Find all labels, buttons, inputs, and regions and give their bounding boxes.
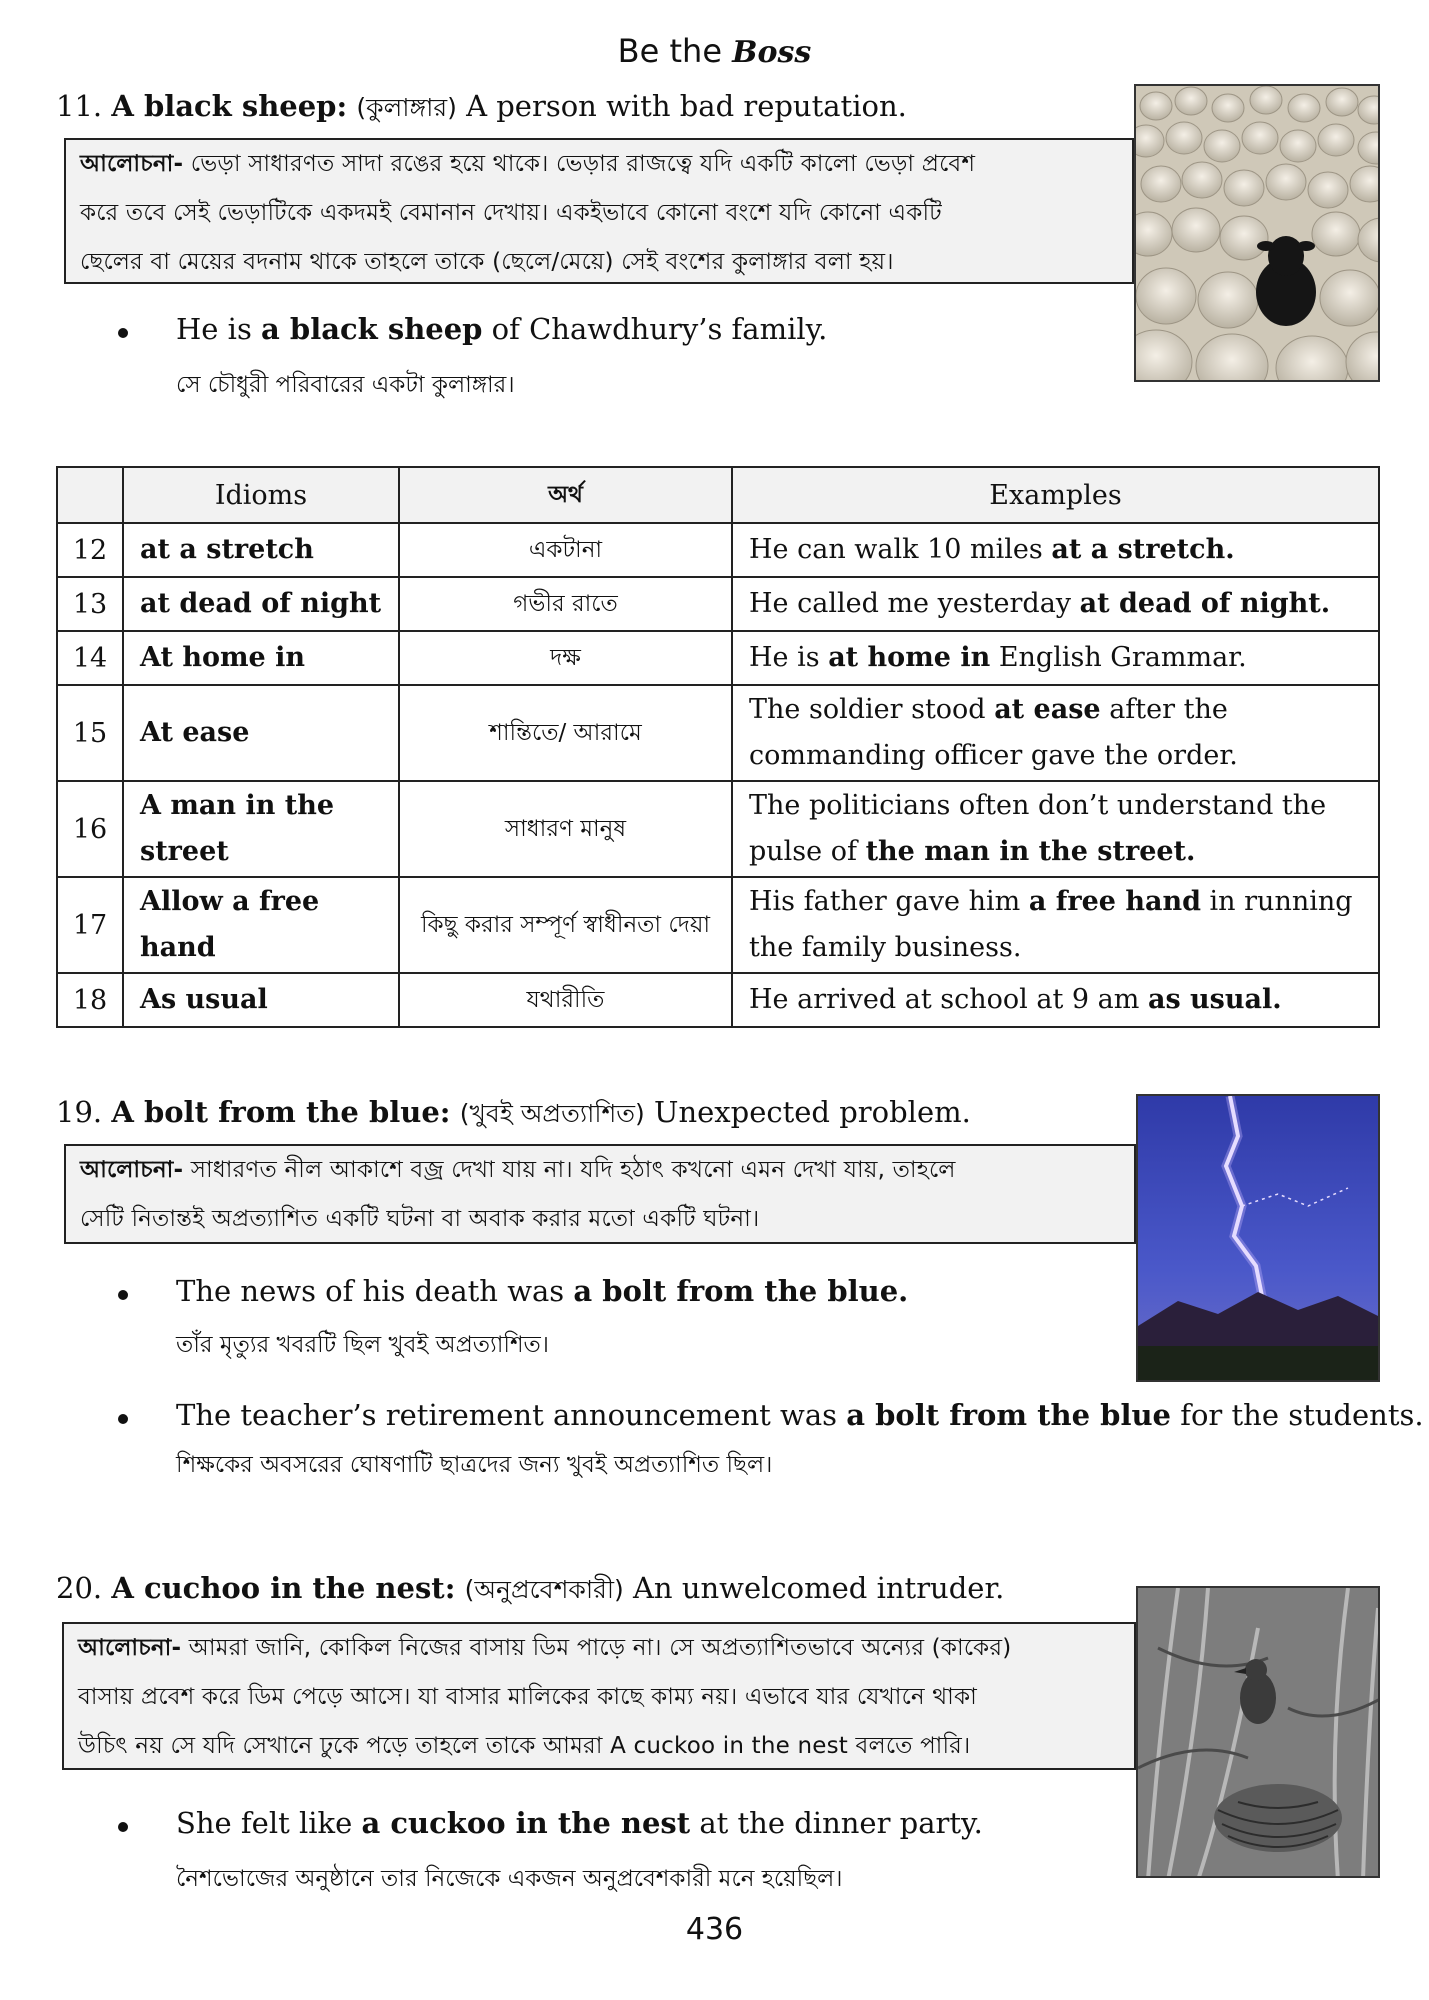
cuckoo-nest-photo	[1136, 1586, 1380, 1878]
table-row: 13 at dead of night গভীর রাতে He called me yesterday at dead of night.	[57, 577, 1379, 631]
section-20-example: She felt like a cuckoo in the nest at the dinner party.	[176, 1806, 983, 1840]
section-11-example-bangla: সে চৌধুরী পরিবারের একটা কুলাঙ্গার।	[176, 372, 515, 398]
table-row: 14 At home in দক্ষ He is at home in English Grammar.	[57, 631, 1379, 685]
section-19-alochona: আলোচনা- সাধারণত নীল আকাশে বজ্র দেখা যায় না। যদি হঠাৎ কখনো এমন দেখা যায়, তাহলে সেটি নিতান্তই অপ্রত্যাশিত একটি ঘটনা বা অবাক করার মতো একটি ঘটনা।	[64, 1144, 1136, 1244]
table-row: 16 A man in the street সাধারণ মানুষ The politicians often don’t understand the pulse of the man in the street.	[57, 781, 1379, 877]
table-header: অর্থ	[399, 467, 732, 523]
section-19-title: 19. A bolt from the blue: (খুবই অপ্রত্যাশিত) Unexpected problem.	[56, 1095, 971, 1129]
table-header-row	[57, 467, 1379, 523]
page-number: 436	[685, 1912, 744, 1947]
bullet-icon	[118, 1290, 128, 1300]
cuckoo-nest-illustration	[1138, 1588, 1380, 1878]
bullet-icon	[118, 328, 128, 338]
lightning-illustration	[1138, 1096, 1380, 1382]
black-sheep-illustration	[1136, 86, 1380, 382]
table-header	[57, 467, 123, 523]
table-row: 17 Allow a free hand কিছু করার সম্পূর্ণ স্বাধীনতা দেয়া His father gave him a free hand in running the family business.	[57, 877, 1379, 973]
section-19-example-2-bangla: শিক্ষকের অবসরের ঘোষণাটি ছাত্রদের জন্য খুবই অপ্রত্যাশিত ছিল।	[176, 1452, 773, 1478]
table-header: Examples	[732, 467, 1379, 523]
idioms-table	[56, 466, 1380, 1028]
section-19-example-2: The teacher’s retirement announcement was a bolt from the blue for the students.	[176, 1398, 1424, 1432]
section-20-title: 20. A cuchoo in the nest: (অনুপ্রবেশকারী) An unwelcomed intruder.	[56, 1571, 1005, 1605]
black-sheep-photo	[1134, 84, 1380, 382]
section-11-example: He is a black sheep of Chawdhury’s family.	[176, 312, 828, 346]
section-20-alochona: আলোচনা- আমরা জানি, কোকিল নিজের বাসায় ডিম পাড়ে না। সে অপ্রত্যাশিতভাবে অন্যের (কাকের) বাসায় প্রবেশ করে ডিম পেড়ে আসে। যা বাসার মালিকের কাছে কাম্য নয়। এভাবে যার যেখানে থাকা উচিৎ নয় সে যদি সেখানে ঢুকে পড়ে তাহলে তাকে আমরা A cuckoo in the nest বলতে পারি।	[62, 1622, 1136, 1770]
section-11-alochona: আলোচনা- ভেড়া সাধারণত সাদা রঙের হয়ে থাকে। ভেড়ার রাজত্বে যদি একটি কালো ভেড়া প্রবেশ করে তবে সেই ভেড়াটিকে একদমই বেমানান দেখায়। একইভাবে কোনো বংশে যদি কোনো একটি ছেলের বা মেয়ের বদনাম থাকে তাহলে তাকে (ছেলে/মেয়ে) সেই বংশের কুলাঙ্গার বলা হয়।	[64, 138, 1134, 284]
header-prefix: Be the	[617, 32, 722, 70]
bullet-icon	[118, 1414, 128, 1424]
table-row: 18 As usual যথারীতি He arrived at school at 9 am as usual.	[57, 973, 1379, 1027]
section-19-example-1-bangla: তাঁর মৃত্যুর খবরটি ছিল খুবই অপ্রত্যাশিত।	[176, 1332, 550, 1358]
section-11-title: 11. A black sheep: (কুলাঙ্গার) A person with bad reputation.	[56, 89, 907, 123]
lightning-photo	[1136, 1094, 1380, 1382]
bullet-icon	[118, 1822, 128, 1832]
table-header: Idioms	[123, 467, 399, 523]
section-20-example-bangla: নৈশভোজের অনুষ্ঠানে তার নিজেকে একজন অনুপ্রবেশকারী মনে হয়েছিল।	[176, 1866, 843, 1892]
page-header	[0, 32, 1429, 70]
table-row: 15 At ease শান্তিতে/ আরামে The soldier stood at ease after the commanding officer gave the order.	[57, 685, 1379, 781]
section-19-example-1: The news of his death was a bolt from the blue.	[176, 1274, 909, 1308]
table-row: 12 at a stretch একটানা He can walk 10 miles at a stretch.	[57, 523, 1379, 577]
header-brand: Boss	[732, 35, 812, 70]
